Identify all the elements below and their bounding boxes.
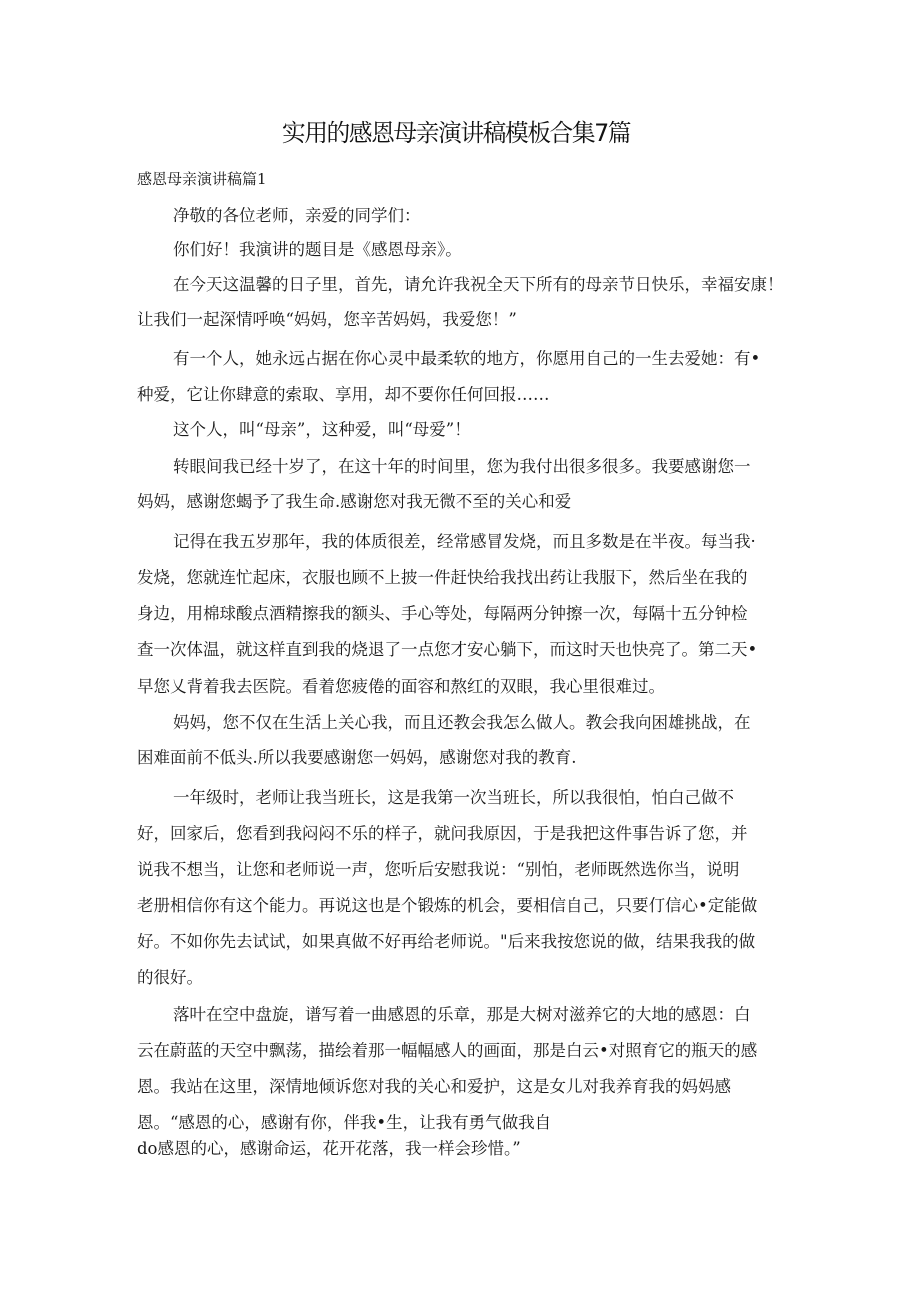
body-line: 云在蔚蓝的天空中飘荡，描绘着那一幅幅感人的画面，那是白云•对照育它的瓶天的感 <box>137 1041 758 1060</box>
body-line: 恩。我站在这里，深情地倾诉您对我的关心和爱护，这是女儿对我养育我的妈妈感 <box>137 1077 731 1096</box>
body-line: do感恩的心，感谢命运，花开花落，我一样会珍惜。” <box>137 1139 521 1158</box>
body-line: 好，回家后，您看到我闷闷不乐的样子，就问我原因，于是我把这件事告诉了您，并 <box>137 824 748 843</box>
body-line: 让我们一起深情呼唤“妈妈，您辛苦妈妈，我爱您！” <box>137 310 517 329</box>
body-line: 有一个人，她永远占据在你心灵中最柔软的地方，你愿用自己的一生去爱她：有• <box>173 349 761 368</box>
body-line: 一年级时，老师让我当班长，这是我第一次当班长，所以我很怕，怕白己做不 <box>173 788 734 807</box>
body-line: 发烧，您就连忙起床，衣服也顾不上披一件赶快给我找出药让我服下，然后坐在我的 <box>137 568 748 587</box>
body-line: 查一次体温，就这样直到我的烧退了一点您才安心躺下，而这时天也快亮了。第二天• <box>137 640 758 659</box>
document-title: 实用的感恩母亲演讲稿模板合集7篇 <box>281 119 631 147</box>
body-line: 恩。“感恩的心，感谢有你，伴我•生，让我有勇气做我自 <box>137 1113 552 1132</box>
section-heading: 感恩母亲演讲稿篇1 <box>137 170 267 188</box>
body-line: 早您乂背着我去医院。看着您疲倦的面容和熬红的双眼，我心里很难过。 <box>137 677 665 696</box>
body-line: 转眼间我已经十岁了，在这十年的时间里，您为我付出很多很多。我要感谢您一 <box>173 457 751 476</box>
body-line: 在今天这温馨的日子里，首先，请允许我祝全天下所有的母亲节日快乐，幸福安康！ <box>173 275 784 294</box>
body-line: 这个人，叫“母亲”，这种爱，叫“母爱”！ <box>173 420 471 439</box>
body-line: 落叶在空中盘旋，谱写着一曲感恩的乐章，那是大树对滋养它的大地的感恩：白 <box>173 1005 751 1024</box>
body-line: 种爱，它让你肆意的索取、享用，却不要你任何回报…… <box>137 385 550 404</box>
body-line: 妈妈，您不仅在生活上关心我，而且还教会我怎么做人。教会我向困雄挑战，在 <box>173 713 751 732</box>
body-line: 身边，用棉球酸点酒精擦我的额头、手心等处，每隔两分钟擦一次，每隔十五分钟检 <box>137 604 748 623</box>
body-line: 说我不想当，让您和老师说一声，您听后安慰我说：“别怕，老师既然选你当，说明 <box>137 860 740 879</box>
body-line: 你们好！我演讲的题目是《感恩母亲》。 <box>173 240 462 259</box>
body-line: 老册相信你有这个能力。再说这也是个锻炼的机会，要相信自己，只要仃信心•定能做 <box>137 896 758 915</box>
body-line: 净敬的各位老师，亲爱的同学们： <box>173 206 421 225</box>
body-line: 妈妈，感谢您蝎予了我生命.感谢您对我无微不至的关心和爱 <box>137 492 572 511</box>
body-line: 的很好。 <box>137 968 203 987</box>
body-line: 记得在我五岁那年，我的体质很差，经常感冒发烧，而且多数是在半夜。每当我· <box>173 532 756 551</box>
body-line: 困难面前不低头.所以我要感谢您一妈妈，感谢您对我的教育. <box>137 748 577 767</box>
body-line: 好。不如你先去试试，如果真做不好再给老师说。"后来我按您说的做，结果我我的做 <box>137 932 756 951</box>
